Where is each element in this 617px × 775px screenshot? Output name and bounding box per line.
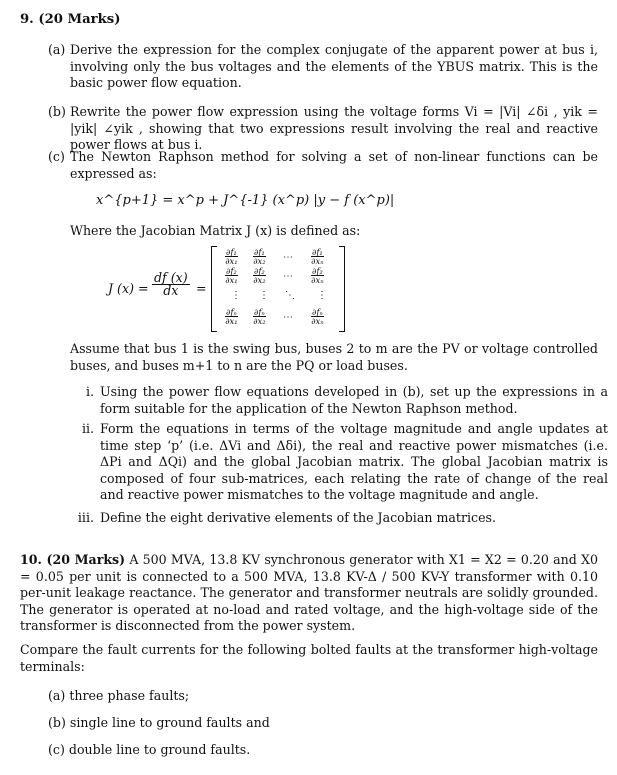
q9-part-c-label: (c): [48, 149, 65, 164]
jacobian-intro: Where the Jacobian Matrix J (x) is defined as:: [70, 223, 361, 238]
q10-item-b: [48, 715, 270, 732]
q9-c-sub-iii-label: iii.: [77, 510, 94, 525]
matrix-cell-n2: $\frac{\text{∂fₙ}}{\text{∂x₂}}$: [253, 307, 266, 326]
matrix-hdots-1: ⋯: [283, 252, 293, 263]
newton-raphson-equation: x^{p+1} = x^p + J^{-1} (x^p) |y − f (x^p)|: [96, 193, 395, 208]
q9-c-sub-ii-text: Form the equations in terms of the voltage magnitude and angle updates at time step ‘p’ (i.e. ΔVi and Δδi), the real and reactive power mismatches (i.e. ΔPi and ΔQi) and the global Jacobian matrix. The global Jacobian matrix is composed of four sub-matrices, each relating the rate of change of the real and reactive power mismatches to the voltage magnitude and angle.: [100, 421, 608, 503]
jacobian-lhs: J (x) =: [108, 281, 149, 296]
question-10-text: A 500 MVA, 13.8 KV synchronous generator with X1 = X2 = 0.20 and X0 = 0.05 per unit is connected to a 500 MVA, 13.8 KV-Δ / 500 KV-Y transformer with 0.10 per-unit leakage reactance. The generator and transformer neutrals are solidly grounded. The generator is operated at no-load and rated voltage, and the high-voltage side of the transformer is disconnected from the power system.: [20, 552, 598, 634]
q9-c-sub-ii: [81, 421, 608, 504]
q9-part-b: [48, 104, 598, 153]
question-9-title: 9. (20 Marks): [20, 12, 121, 27]
matrix-hdots-2: ⋯: [283, 271, 293, 282]
q10-item-c-text: double line to ground faults.: [68, 742, 251, 757]
q10-item-a-label: (a): [48, 688, 66, 703]
q9-part-b-text: Rewrite the power flow expression using the voltage forms Vi = |Vi| ∠δi , yik = |yik| ∠yik , showing that two expressions result involving the real and reactive power flows at bus i.: [70, 104, 598, 153]
q9-c-sub-i-text: Using the power flow equations developed in (b), set up the expressions in a form suitable for the application of the Newton Raphson method.: [100, 384, 608, 416]
matrix-ddots: ⋱: [285, 290, 295, 301]
matrix-cell-21: $\frac{\text{∂f₂}}{\text{∂x₁}}$: [225, 266, 238, 285]
matrix-right-bracket: [339, 246, 345, 332]
matrix-cell-nn: $\frac{\text{∂fₙ}}{\text{∂xₙ}}$: [311, 307, 324, 326]
q9-part-a-text: Derive the expression for the complex conjugate of the apparent power at bus i, involving only the bus voltages and the elements of the YBUS matrix. This is the basic power flow equation.: [70, 42, 598, 91]
jacobian-derivative-den: dx: [163, 283, 179, 298]
q9-c-sub-iii: [77, 510, 608, 527]
q10-item-a-text: three phase faults;: [69, 688, 190, 703]
q10-item-b-text: single line to ground faults and: [69, 715, 270, 730]
bus-assumption: Assume that bus 1 is the swing bus, buses 2 to m are the PV or voltage controlled buses, and buses m+1 to n are the PQ or load buses.: [70, 341, 598, 373]
q9-c-sub-ii-label: ii.: [81, 421, 94, 436]
matrix-vdots-n: ⋮: [317, 290, 327, 301]
q9-c-sub-iii-text: Define the eight derivative elements of the Jacobian matrices.: [100, 510, 496, 525]
q9-part-a: [48, 42, 598, 94]
jacobian-equals: =: [196, 281, 207, 296]
q10-item-a: [48, 688, 189, 705]
matrix-cell-1n: $\frac{\text{∂f₁}}{\text{∂xₙ}}$: [311, 247, 324, 266]
question-10-title: 10. (20 Marks): [20, 552, 126, 567]
question-10-body: [20, 552, 598, 635]
matrix-cell-n1: $\frac{\text{∂fₙ}}{\text{∂x₁}}$: [225, 307, 238, 326]
matrix-hdots-n: ⋯: [283, 312, 293, 323]
q9-c-sub-i-label: i.: [85, 384, 94, 399]
q9-part-b-label: (b): [48, 104, 66, 119]
q9-c-sub-i: [85, 384, 608, 417]
question-10-compare: Compare the fault currents for the following bolted faults at the transformer high-voltage terminals:: [20, 642, 598, 674]
matrix-vdots-2: ⋮: [259, 290, 269, 301]
jacobian-derivative: [152, 272, 190, 297]
jacobian-matrix: [211, 246, 345, 330]
q9-part-c: [48, 149, 598, 185]
q10-item-c-label: (c): [48, 742, 65, 757]
matrix-left-bracket: [211, 246, 217, 332]
matrix-cell-22: $\frac{\text{∂f₂}}{\text{∂x₂}}$: [253, 266, 266, 285]
matrix-cell-2n: $\frac{\text{∂f₂}}{\text{∂xₙ}}$: [311, 266, 324, 285]
q9-part-a-label: (a): [48, 42, 66, 57]
matrix-vdots-1: ⋮: [231, 290, 241, 301]
q9-part-c-text: The Newton Raphson method for solving a set of non-linear functions can be expressed as:: [70, 149, 598, 181]
q10-item-b-label: (b): [48, 715, 66, 730]
q10-item-c: [48, 742, 250, 759]
matrix-cell-11: $\frac{\text{∂f₁}}{\text{∂x₁}}$: [225, 247, 238, 266]
jacobian-derivative-num: df (x): [154, 270, 188, 285]
matrix-cell-12: $\frac{\text{∂f₁}}{\text{∂x₂}}$: [253, 247, 266, 266]
